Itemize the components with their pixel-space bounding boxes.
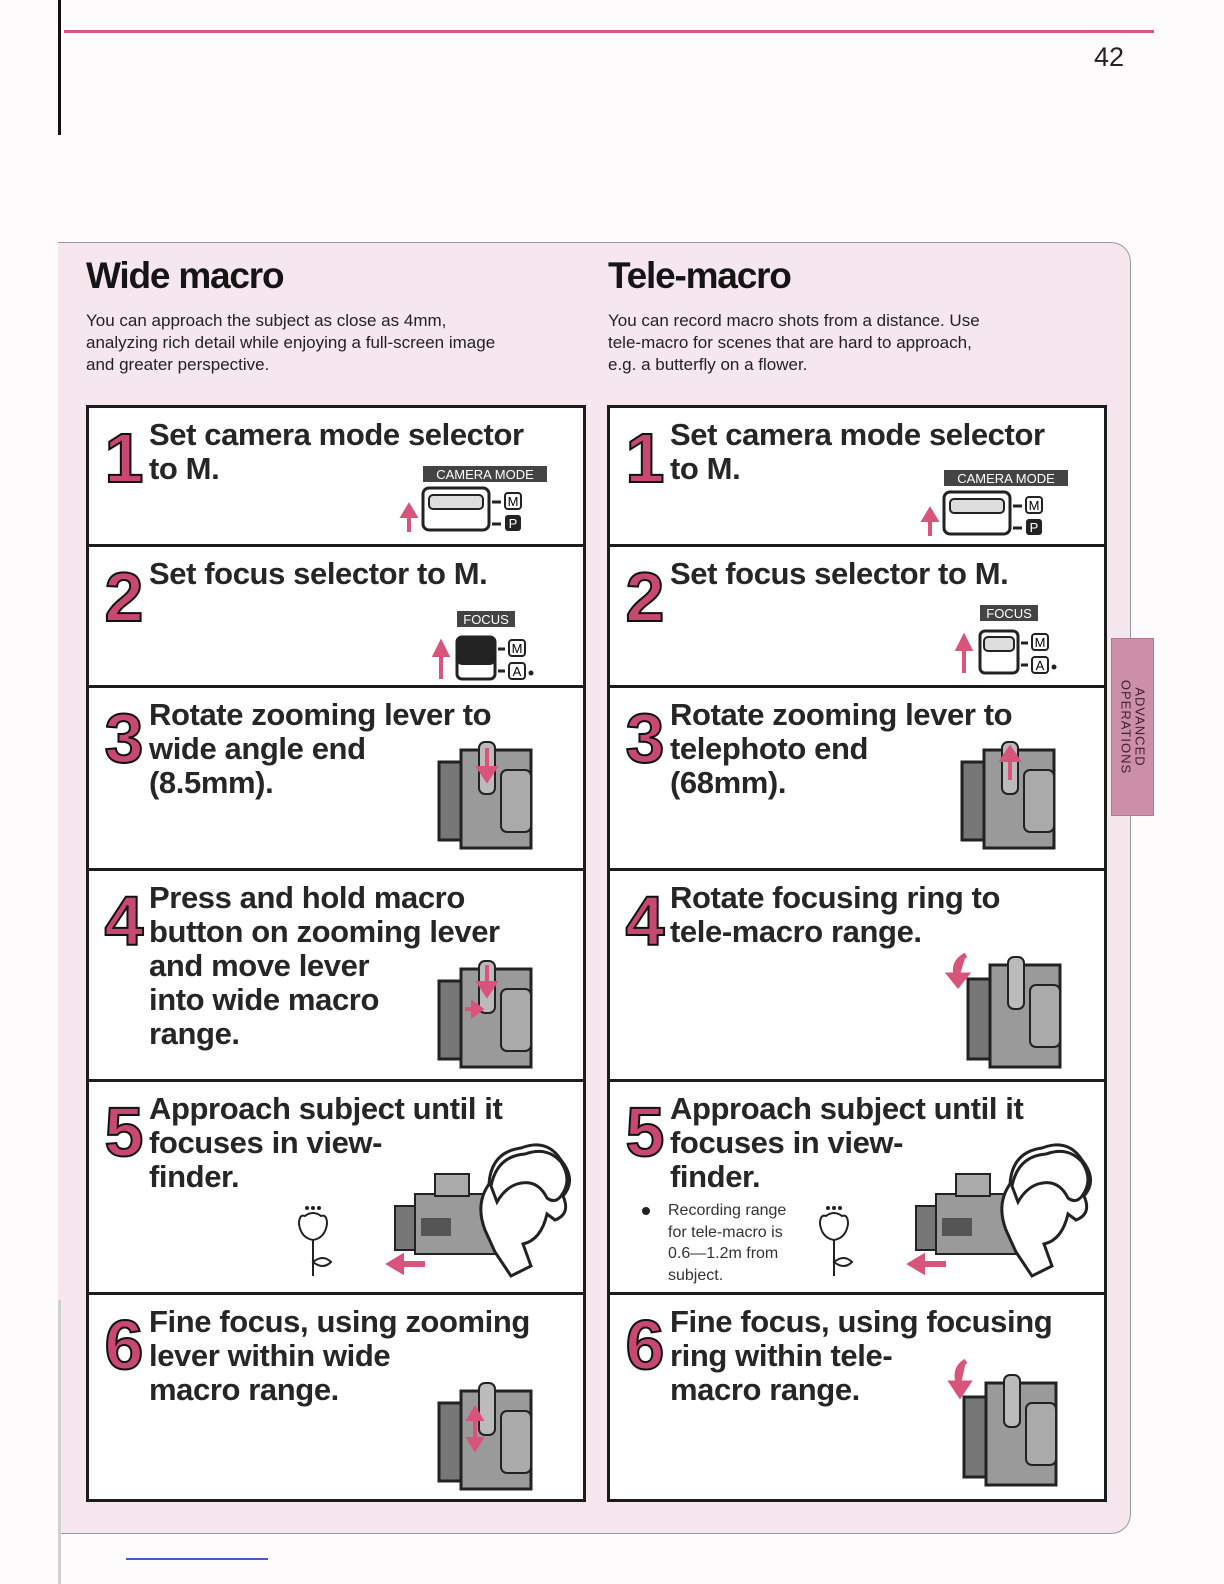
step-line: Approach subject until it: [149, 1091, 503, 1126]
step-line: Rotate zooming lever to: [149, 697, 492, 732]
wide-step-4: [89, 868, 583, 1079]
focus-selector-icon: [427, 609, 547, 681]
step-number-3-icon: [625, 699, 665, 777]
intro-line: You can approach the subject as close as 4mm,: [86, 311, 447, 330]
step-number-1-icon: [104, 419, 144, 497]
step-line: Rotate focusing ring to: [670, 880, 1001, 915]
note-line: Recording range: [668, 1202, 787, 1219]
step-line: Rotate zooming lever to: [670, 697, 1013, 732]
svg-text:4: 4: [104, 882, 144, 960]
step-line: (68mm).: [670, 765, 787, 800]
step-line: macro range.: [670, 1372, 860, 1407]
camera-mode-selector-icon: [920, 464, 1070, 540]
tele-step-3: [610, 685, 1104, 868]
step-line: button on zooming lever: [149, 914, 500, 949]
section-tab-line1: ADVANCED: [1132, 687, 1147, 767]
wide-macro-intro: [86, 310, 566, 376]
svg-text:1: 1: [625, 419, 665, 497]
svg-text:1: 1: [104, 419, 144, 497]
margin-line: [58, 1300, 61, 1584]
step-line: Set camera mode selector: [149, 417, 524, 452]
wide-step-3: [89, 685, 583, 868]
step-line: and move lever: [149, 948, 370, 983]
step-line: wide angle end: [149, 731, 366, 766]
step-number-5-icon: [625, 1093, 665, 1171]
step-line: into wide macro: [149, 982, 379, 1017]
svg-text:6: 6: [625, 1306, 665, 1384]
step-line: to M.: [670, 451, 741, 486]
step-line: range.: [149, 1016, 240, 1051]
wide-step-6: [89, 1292, 583, 1499]
step-text: [670, 557, 1008, 591]
svg-text:A: A: [1035, 658, 1045, 673]
tele-macro-intro: [608, 310, 1088, 376]
tele-macro-section: [608, 255, 1088, 376]
svg-text:FOCUS: FOCUS: [463, 612, 509, 627]
step-number-5-icon: [104, 1093, 144, 1171]
svg-text:P: P: [508, 516, 518, 531]
svg-text:6: 6: [104, 1306, 144, 1384]
svg-text:3: 3: [625, 699, 665, 777]
step-number-6-icon: [104, 1306, 144, 1384]
step-number-2-icon: [104, 558, 144, 636]
intro-line: e.g. a butterfly on a flower.: [608, 355, 808, 374]
note-line: for tele-macro is: [668, 1223, 783, 1241]
macro-button-camera-icon: [435, 959, 531, 1069]
intro-line: You can record macro shots from a distance. Use: [608, 311, 980, 330]
step-text: [670, 881, 1000, 949]
step-number-2-icon: [625, 558, 665, 636]
wide-step-2: [89, 544, 583, 685]
step-line: ring within tele-: [670, 1338, 893, 1373]
step-line: Press and hold macro: [149, 880, 465, 915]
step-line: telephoto end: [670, 731, 869, 766]
wide-macro-section: [86, 255, 566, 376]
step-line: Approach subject until it: [670, 1091, 1024, 1126]
step-line: (8.5mm).: [149, 765, 274, 800]
page-margin-bar: [58, 0, 61, 135]
wide-macro-steps: [86, 405, 586, 1502]
note-line: subject.: [668, 1266, 724, 1284]
step-text: [149, 557, 487, 591]
svg-text:CAMERA MODE: CAMERA MODE: [436, 467, 534, 482]
wide-macro-title: Wide macro: [86, 255, 284, 296]
approach-subject-illustration-icon: [285, 1134, 575, 1284]
step-line: focuses in view-: [149, 1125, 383, 1160]
intro-line: analyzing rich detail while enjoying a full-screen image: [86, 333, 496, 352]
step-line: Fine focus, using focusing: [670, 1304, 1053, 1339]
step-line: lever within wide: [149, 1338, 391, 1373]
tele-macro-steps: [607, 405, 1107, 1502]
step-line: Set focus selector to M.: [149, 556, 488, 591]
step-line: macro range.: [149, 1372, 339, 1407]
step-number-3-icon: [104, 699, 144, 777]
focusing-ring-camera-icon: [944, 949, 1060, 1069]
footer-rule: [126, 1558, 268, 1560]
note-text: [668, 1200, 828, 1286]
svg-text:3: 3: [104, 699, 144, 777]
step-number-6-icon: [625, 1306, 665, 1384]
tele-step-2: [610, 544, 1104, 685]
header-rule: [64, 30, 1154, 33]
svg-text:5: 5: [625, 1093, 665, 1171]
zoom-lever-camera-icon: [435, 740, 531, 850]
tele-step-6: [610, 1292, 1104, 1499]
tele-step-1: [610, 408, 1104, 544]
tele-macro-title: Tele-macro: [608, 255, 791, 296]
focus-selector-icon: [950, 603, 1070, 675]
tele-step-4: [610, 868, 1104, 1079]
svg-text:M: M: [511, 641, 523, 656]
step-line: finder.: [149, 1159, 240, 1194]
svg-text:FOCUS: FOCUS: [986, 606, 1032, 621]
approach-subject-illustration-icon: [806, 1134, 1096, 1284]
wide-step-5: [89, 1079, 583, 1292]
page-number: 42: [1093, 42, 1124, 72]
step-line: focuses in view-: [670, 1125, 904, 1160]
intro-line: and greater perspective.: [86, 355, 270, 374]
svg-text:2: 2: [104, 558, 144, 636]
step-line: to M.: [149, 451, 220, 486]
svg-text:4: 4: [625, 882, 665, 960]
bullet-icon: [642, 1207, 650, 1215]
tele-step-5: [610, 1079, 1104, 1292]
svg-text:CAMERA MODE: CAMERA MODE: [957, 471, 1055, 486]
step-line: Fine focus, using zooming: [149, 1304, 530, 1339]
wide-step-1: [89, 408, 583, 544]
intro-line: tele-macro for scenes that are hard to approach,: [608, 333, 972, 352]
step-number-1-icon: [625, 419, 665, 497]
section-tab: [1111, 638, 1154, 816]
step-line: finder.: [670, 1159, 761, 1194]
svg-text:P: P: [1029, 520, 1039, 535]
step-number-4-icon: [104, 882, 144, 960]
step-number-4-icon: [625, 882, 665, 960]
fine-focus-camera-icon: [435, 1381, 531, 1491]
step-line: tele-macro range.: [670, 914, 922, 949]
svg-text:A: A: [512, 664, 522, 679]
svg-text:M: M: [507, 494, 519, 509]
svg-text:M: M: [1028, 498, 1040, 513]
camera-mode-selector-icon: [399, 460, 549, 536]
step-line: Set focus selector to M.: [670, 556, 1009, 591]
fine-focus-ring-camera-icon: [940, 1357, 1056, 1487]
section-tab-line2: OPERATIONS: [1118, 679, 1133, 775]
svg-text:5: 5: [104, 1093, 144, 1171]
zoom-lever-camera-icon: [958, 740, 1054, 850]
step-line: Set camera mode selector: [670, 417, 1045, 452]
svg-text:M: M: [1034, 635, 1046, 650]
svg-text:2: 2: [625, 558, 665, 636]
note-line: 0.6—1.2m from: [668, 1245, 779, 1262]
